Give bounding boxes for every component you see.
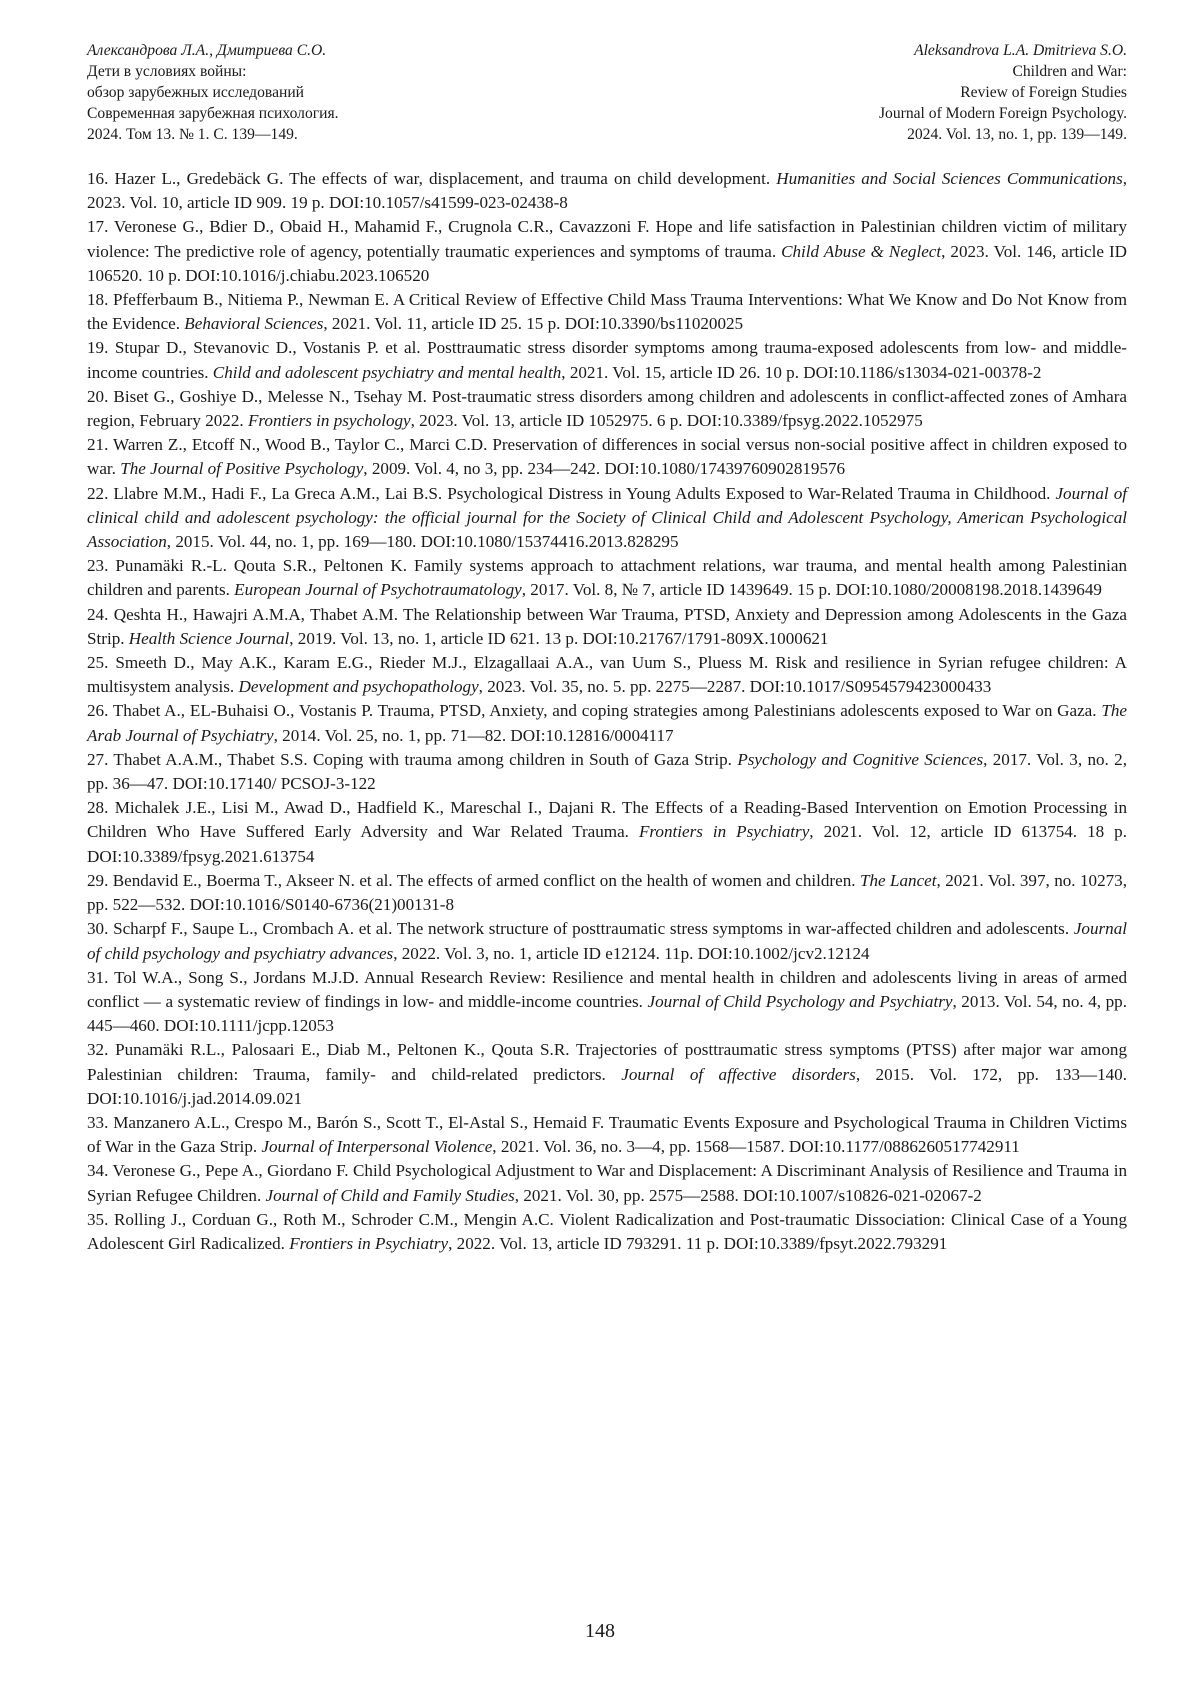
header-right-issue: 2024. Vol. 13, no. 1, pp. 139—149. [907,126,1127,143]
reference-journal: Health Science Journal [128,628,290,648]
header-left-title-2: обзор зарубежных исследований [87,84,305,101]
reference-journal: Child Abuse & Neglect [781,241,942,261]
reference-details: , 2021. Vol. 11, article ID 25. 15 p. DOI:10.3390/bs11020025 [323,314,744,334]
reference-journal: Child and adolescent psychiatry and mental health [212,362,562,382]
reference-details: , 2021. Vol. 12, article ID 613754. 18 p. DOI:10.3389/fpsyg.2021.613754 [87,822,1127,866]
reference-details: , 2023. Vol. 10, article ID 909. 19 p. DOI:10.1057/s41599-023-02438-8 [87,169,1128,213]
reference-journal: Journal of child psychology and psychiatry advances [87,919,1127,963]
reference-details: , 2013. Vol. 54, no. 4, pp. 445—460. DOI:10.1111/jcpp.12053 [87,991,1127,1036]
reference-item [87,1159,1127,1207]
reference-text: 32. Punamäki R.L., Palosaari E., Diab M., Peltonen K., Qouta S.R. Trajectories of posttraumatic stress symptoms (PTSS) after major war among Palestinian children: Trauma, family- and child-related predictors. [87,1040,1127,1084]
reference-text: 29. Bendavid E., Boerma T., Akseer N. et al. The effects of armed conflict on the health of women and children. [87,870,860,890]
reference-details: , 2017. Vol. 8, № 7, article ID 1439649. 15 p. DOI:10.1080/20008198.2018.1439649 [521,580,1102,600]
reference-item [87,482,1127,555]
reference-text: 18. Pfefferbaum B., Nitiema P., Newman E. A Critical Review of Effective Child Mass Trauma Interventions: What We Know and Do Not Know from the Evidence. [87,290,1127,334]
header-right-title-1: Children and War: [1012,63,1127,80]
page-number: 148 [585,1620,615,1642]
reference-details: , 2019. Vol. 13, no. 1, article ID 621. 13 p. DOI:10.21767/1791-809X.1000621 [289,628,829,648]
reference-item [87,917,1127,965]
reference-text: 31. Tol W.A., Song S., Jordans M.J.D. Annual Research Review: Resilience and mental health in children and adolescents living in areas of armed conflict — a systematic review of findings in low- and middle-income countries. [87,967,1127,1011]
reference-text: 22. Llabre M.M., Hadi F., La Greca A.M., Lai B.S. Psychological Distress in Young Adults Exposed to War-Related Trauma in Childhood. [87,483,1056,503]
reference-text: 28. Michalek J.E., Lisi M., Awad D., Hadfield K., Mareschal I., Dajani R. The Effects of a Reading-Based Intervention on Emotion Processing in Children Who Have Suffered Early Adversity and War Related Trauma. [87,798,1127,842]
header-left [87,40,339,145]
reference-text: 33. Manzanero A.L., Crespo M., Barón S., Scott T., El-Astal S., Hemaid F. Traumatic Events Exposure and Psychological Trauma in Children Victims of War in the Gaza Strip. [87,1112,1127,1157]
reference-details: , 2022. Vol. 3, no. 1, article ID e12124. 11p. DOI:10.1002/jcv2.12124 [393,943,870,963]
reference-journal: The Arab Journal of Psychiatry [87,701,1127,745]
reference-details: , 2022. Vol. 13, article ID 793291. 11 p. DOI:10.3389/fpsyt.2022.793291 [448,1233,948,1253]
header-right-journal: Journal of Modern Foreign Psychology. [878,105,1127,122]
reference-text: 24. Qeshta H., Hawajri A.M.A, Thabet A.M. The Relationship between War Trauma, PTSD, Anxiety and Depression among Adolescents in the Gaza Strip. [87,604,1127,648]
reference-item [87,215,1127,288]
reference-journal: Frontiers in Psychiatry [638,822,810,842]
reference-item [87,385,1127,433]
reference-details: , 2021. Vol. 397, no. 10273, pp. 522—532. DOI:10.1016/S0140-6736(21)00131-8 [87,870,1127,915]
reference-item [87,869,1127,917]
reference-details: , 2021. Vol. 15, article ID 26. 10 p. DOI:10.1186/s13034-021-00378-2 [561,362,1042,382]
reference-details: , 2009. Vol. 4, no 3, pp. 234—242. DOI:10.1080/17439760902819576 [363,459,846,479]
reference-item [87,167,1127,215]
reference-text: 27. Thabet A.A.M., Thabet S.S. Coping with trauma among children in South of Gaza Strip. [87,749,738,769]
reference-journal: European Journal of Psychotraumatology [234,580,522,600]
reference-details: , 2021. Vol. 36, no. 3—4, pp. 1568—1587. DOI:10.1177/0886260517742911 [492,1137,1020,1157]
reference-item [87,1208,1127,1256]
reference-details: , 2023. Vol. 146, article ID 106520. 10 p. DOI:10.1016/j.chiabu.2023.106520 [87,241,1127,285]
reference-text: 19. Stupar D., Stevanovic D., Vostanis P. et al. Posttraumatic stress disorder symptoms among trauma-exposed adolescents from low- and middle-income countries. [87,338,1127,382]
reference-journal: Journal of Child and Family Studies [265,1185,515,1205]
header-right [879,40,1127,145]
reference-journal: Psychology and Cognitive Sciences [737,749,984,769]
header-left-authors: Александрова Л.А., Дмитриева С.О. [87,42,327,59]
reference-text: 25. Smeeth D., May A.K., Karam E.G., Rieder M.J., Elzagallaai A.A., van Uum S., Pluess M. Risk and resilience in Syrian refugee children: A multisystem analysis. [87,653,1127,697]
reference-journal: Frontiers in psychology [247,411,411,431]
reference-journal: Journal of affective disorders [621,1064,856,1084]
reference-journal: Journal of Interpersonal Violence [261,1137,493,1157]
header-left-journal: Современная зарубежная психология. [87,105,339,122]
reference-journal: Journal of clinical child and adolescent psychology: the official journal for the Society of Clinical Child and Adolescent Psychology, American Psychological Association [87,483,1127,552]
running-header [87,40,1127,150]
reference-journal: Humanities and Social Sciences Communications [776,169,1123,188]
header-left-title-1: Дети в условиях войны: [87,63,247,80]
reference-item [87,651,1127,699]
header-left-issue: 2024. Том 13. № 1. С. 139—149. [87,126,298,143]
reference-list [87,167,1127,1256]
reference-journal: The Journal of Positive Psychology [120,459,364,479]
reference-details: , 2015. Vol. 172, pp. 133—140. DOI:10.1016/j.jad.2014.09.021 [87,1064,1128,1108]
reference-journal: Behavioral Sciences [184,314,324,334]
reference-text: 30. Scharpf F., Saupe L., Crombach A. et al. The network structure of posttraumatic stress symptoms in war-affected children and adolescents. [87,919,1074,939]
reference-journal: Journal of Child Psychology and Psychiatry [647,991,953,1011]
reference-item [87,1038,1127,1111]
reference-text: 17. Veronese G., Bdier D., Obaid H., Mahamid F., Crugnola C.R., Cavazzoni F. Hope and life satisfaction in Palestinian children victim of military violence: The predictive role of agency, potentially traumatic experiences and symptoms of trauma. [87,217,1127,261]
reference-item [87,699,1127,747]
reference-item [87,554,1127,602]
reference-details: , 2021. Vol. 30, pp. 2575—2588. DOI:10.1007/s10826-021-02067-2 [514,1185,982,1205]
header-right-title-2: Review of Foreign Studies [960,84,1127,101]
reference-item [87,433,1127,481]
reference-text: 23. Punamäki R.-L. Qouta S.R., Peltonen K. Family systems approach to attachment relations, war trauma, and mental health among Palestinian children and parents. [87,556,1127,600]
reference-text: 20. Biset G., Goshiye D., Melesse N., Tsehay M. Post-traumatic stress disorders among children and adolescents in conflict-affected zones of Amhara region, February 2022. [87,386,1127,431]
reference-text: 21. Warren Z., Etcoff N., Wood B., Taylor C., Marci C.D. Preservation of differences in social versus non-social positive affect in children exposed to war. [87,435,1127,479]
reference-details: , 2023. Vol. 13, article ID 1052975. 6 p. DOI:10.3389/fpsyg.2022.1052975 [410,411,923,431]
reference-text: 26. Thabet A., EL-Buhaisi O., Vostanis P. Trauma, PTSD, Anxiety, and coping strategies among Palestinians adolescents exposed to War on Gaza. [87,701,1102,721]
reference-item [87,288,1127,336]
reference-text: 16. Hazer L., Gredebäck G. The effects of war, displacement, and trauma on child development. [87,169,777,188]
reference-item [87,796,1127,869]
reference-item [87,966,1127,1039]
header-right-authors: Aleksandrova L.A. Dmitrieva S.O. [914,42,1127,59]
reference-journal: Frontiers in Psychiatry [289,1233,449,1253]
reference-journal: Development and psychopathology [238,677,479,697]
reference-details: , 2015. Vol. 44, no. 1, pp. 169—180. DOI:10.1080/15374416.2013.828295 [166,532,679,552]
reference-text: 34. Veronese G., Pepe A., Giordano F. Child Psychological Adjustment to War and Displacement: A Discriminant Analysis of Resilience and Trauma in Syrian Refugee Children. [87,1161,1127,1205]
reference-journal: The Lancet [859,870,937,890]
reference-item [87,748,1127,796]
reference-details: , 2017. Vol. 3, no. 2, pp. 36—47. DOI:10.17140/ PCSOJ-3-122 [87,749,1128,794]
reference-item [87,603,1127,651]
reference-item [87,1111,1127,1159]
reference-item [87,336,1127,384]
reference-details: , 2023. Vol. 35, no. 5. pp. 2275—2287. DOI:10.1017/S0954579423000433 [478,677,992,697]
reference-details: , 2014. Vol. 25, no. 1, pp. 71—82. DOI:10.12816/0004117 [273,725,674,745]
reference-text: 35. Rolling J., Corduan G., Roth M., Schroder C.M., Mengin A.C. Violent Radicalization and Post-traumatic Dissociation: Clinical Case of a Young Adolescent Girl Radicalized. [87,1209,1127,1253]
